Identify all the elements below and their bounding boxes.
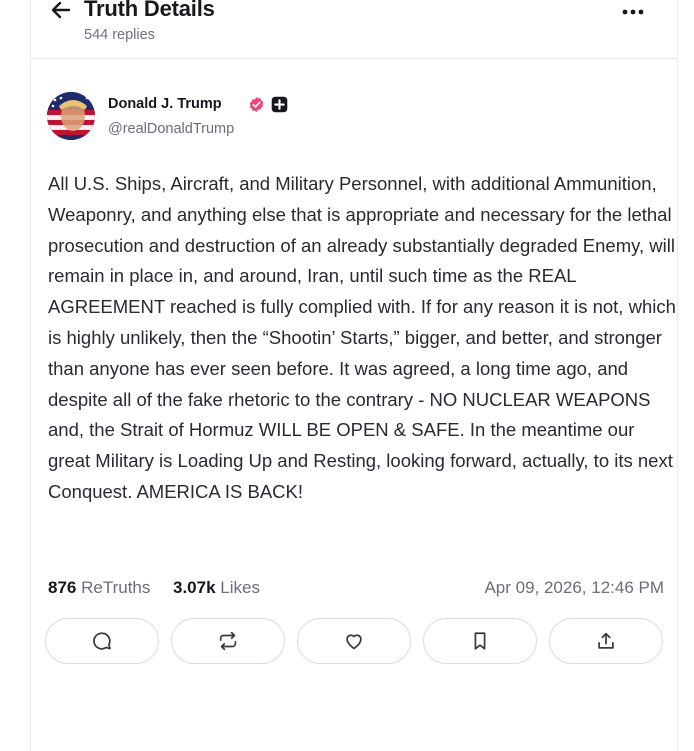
- post-stats: [48, 578, 664, 600]
- comment-icon: [91, 630, 113, 652]
- bookmark-icon: [469, 630, 491, 652]
- verified-badge-icon: [248, 96, 265, 113]
- back-arrow-icon[interactable]: [49, 0, 73, 22]
- share-button[interactable]: [549, 618, 663, 664]
- post-author: [47, 92, 447, 142]
- likes-label: Likes: [220, 578, 260, 597]
- heart-icon: [343, 630, 365, 652]
- detail-column: [30, 0, 678, 751]
- author-handle[interactable]: @realDonaldTrump: [108, 121, 235, 137]
- avatar[interactable]: [47, 92, 95, 140]
- like-button[interactable]: [297, 618, 411, 664]
- share-icon: [595, 630, 617, 652]
- post-body-text: All U.S. Ships, Aircraft, and Military Personnel, with additional Ammunition, Weaponry, and anything else that is appropriate and necessary for the lethal prosecution and destruction of an already substantially degraded Enemy, will remain in place in, and around, Iran, until such time as the REAL AGREEMENT reached is fully complied with. If for any reason it is not, which is highly unlikely, then the “Shootin’ Starts,” bigger, and better, and stronger than anyone has ever seen before. It was agreed, a long time ago, and despite all of the fake rhetoric to the contrary - NO NUCLEAR WEAPONS and, the Strait of Hormuz WILL BE OPEN & SAFE. In the meantime our great Military is Loading Up and Resting, looking forward, actually, to its next Conquest. AMERICA IS BACK!: [48, 173, 676, 502]
- reply-button[interactable]: [45, 618, 159, 664]
- likes-count: 3.07k: [173, 578, 216, 597]
- post-text: [48, 169, 678, 508]
- likes-stat[interactable]: [173, 578, 260, 598]
- post-actions: [45, 618, 665, 666]
- page-title: Truth Details: [84, 0, 215, 21]
- more-options-icon[interactable]: [619, 2, 647, 22]
- retruths-count: 876: [48, 578, 77, 597]
- retruths-label: ReTruths: [81, 578, 151, 597]
- author-display-name[interactable]: Donald J. Trump: [108, 96, 222, 112]
- repost-icon: [217, 630, 239, 652]
- bookmark-button[interactable]: [423, 618, 537, 664]
- retruths-stat[interactable]: [48, 578, 150, 598]
- retruth-button[interactable]: [171, 618, 285, 664]
- post-timestamp: Apr 09, 2026, 12:46 PM: [484, 578, 664, 597]
- reply-count: 544 replies: [84, 27, 155, 43]
- plus-badge-icon: [271, 96, 288, 113]
- page-header: [31, 0, 677, 59]
